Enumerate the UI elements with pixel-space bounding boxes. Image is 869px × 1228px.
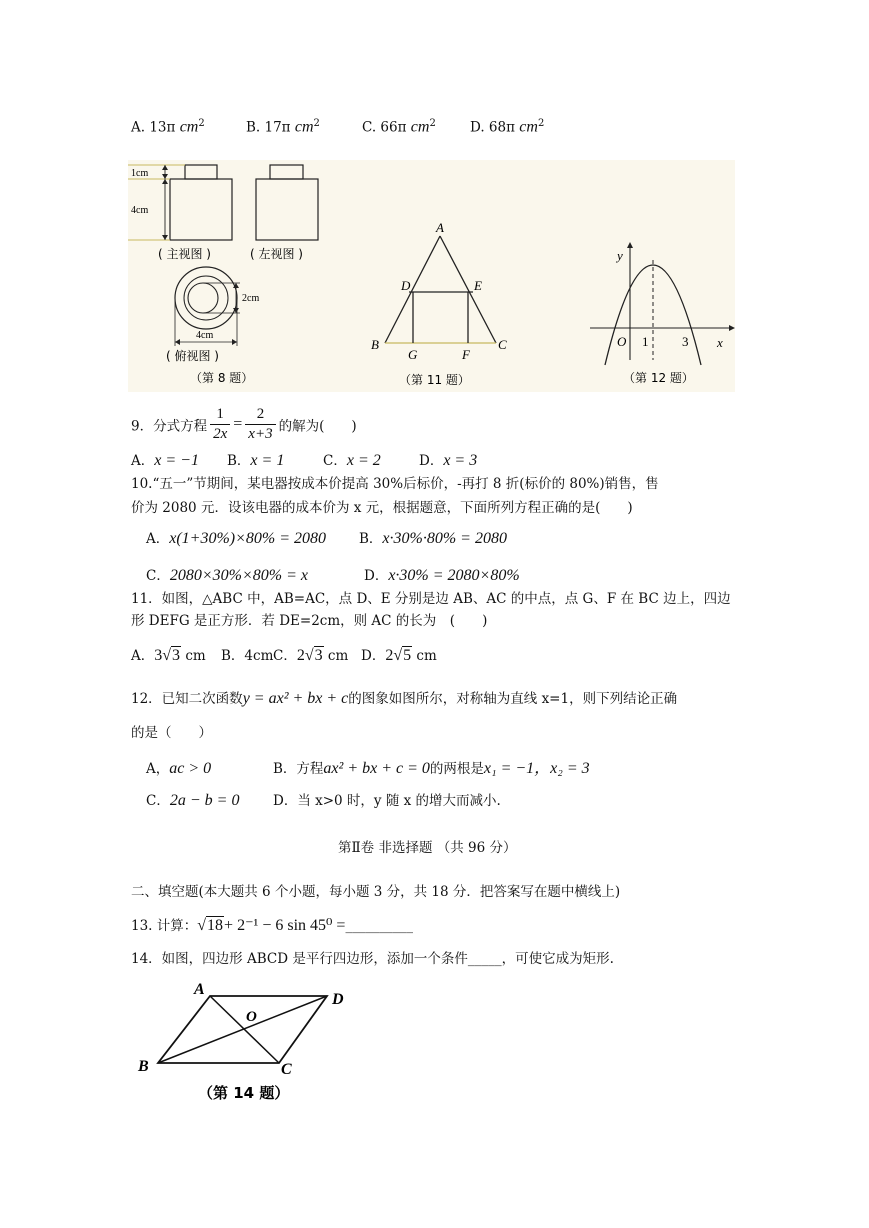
q10-options-ab: A．x(1+30%)×80% = 2080 B．x·30%·80% = 2080 — [146, 530, 507, 547]
fig11-label-e: E — [474, 278, 482, 293]
q11-line-2: 形 DEFG 是正方形．若 DE=2cm，则 AC 的长为 ( ) — [131, 613, 488, 629]
fig14-label-d: D — [332, 991, 344, 1008]
q11-line-1: 11．如图，△ABC 中，AB=AC，点 D、E 分别是边 AB、AC 的中点，点 G、F 在 BC 边上，四边 — [131, 591, 731, 607]
fig8-label-2cm: 2cm — [242, 293, 260, 304]
q12-stem: 12．已知二次函数y = ax² + bx + c的图象如图所尔，对称轴为直线 x=1，则下列结论正确 — [131, 690, 678, 707]
fig14-label-o: O — [246, 1009, 257, 1025]
q12-line-2: 的是（ ） — [131, 725, 212, 741]
q9-fraction-1: $\frac{1}{2x}$ — [210, 405, 230, 444]
q13: 13. 计算：√18+ 2⁻¹ − 6 sin 45⁰ =__________ — [131, 917, 413, 934]
fig12-label-y: y — [617, 248, 623, 263]
figure-12 — [585, 160, 735, 392]
q8-option-a: A. 13π $cm^2$ — [131, 118, 205, 136]
fig8-left-view: ( 左视图 ) — [250, 247, 303, 261]
q8-options — [131, 118, 544, 137]
fig8-caption: （第 8 题） — [190, 371, 254, 385]
q10-options-cd: C．2080×30%×80% = x D．x·30% = 2080×80% — [146, 567, 520, 584]
part-2-heading: 二、填空题(本大题共 6 个小题，每小题 3 分，共 18 分．把答案写在题中横线上) — [131, 884, 621, 900]
fig8-label-4cm-bottom: 4cm — [196, 330, 214, 341]
figure-8 — [128, 160, 363, 392]
fig11-label-b: B — [371, 337, 379, 352]
q10-line-1: 10.“五一”节期间，某电器按成本价提高 30%后标价，-再打 8 折(标价的 80%)销售，售 — [131, 476, 659, 492]
fig14-label-a: A — [194, 981, 205, 998]
figure-14 — [132, 978, 362, 1106]
fig8-top-view: ( 俯视图 ) — [166, 349, 219, 363]
q12-options-ab: A，ac > 0 B．方程ax² + bx + c = 0的两根是x₁ = −1，x₂ = 3 — [146, 760, 590, 777]
fig11-label-c: C — [498, 337, 507, 352]
q9-options: A．x = −1 B．x = 1 C．x = 2 D．x = 3 — [131, 452, 478, 469]
fig14-label-c: C — [281, 1061, 292, 1078]
fig12-label-o: O — [617, 334, 627, 349]
q10-line-2: 价为 2080 元．设该电器的成本价为 x 元，根据题意，下面所列方程正确的是( ) — [131, 500, 633, 516]
fig11-label-f: F — [462, 347, 470, 362]
fig8-front-view: ( 主视图 ) — [158, 247, 211, 261]
fig11-label-g: G — [408, 347, 418, 362]
q9-fraction-2: $\frac{2}{x+3}$ — [245, 405, 275, 444]
q12-options-cd: C．2a − b = 0 D．当 x>0 时，y 随 x 的增大而减小. — [146, 792, 501, 809]
figure-11 — [363, 160, 585, 392]
fig11-label-a: A — [436, 220, 444, 235]
section-2-title: 第Ⅱ卷 非选择题 （共 96 分） — [338, 840, 517, 856]
fig12-label-3: 3 — [682, 334, 689, 349]
fig11-label-d: D — [401, 278, 411, 293]
q8-option-c: C. 66π $cm^2$ — [362, 118, 436, 136]
q8-option-b: B. 17π $cm^2$ — [246, 118, 320, 136]
q11-options: A．3√3 cm B．4cmC．2√3 cm D．2√5 cm — [131, 647, 437, 664]
q8-option-d: D. 68π $cm^2$ — [470, 118, 545, 136]
fig8-label-4cm-side: 4cm — [131, 205, 149, 216]
fig12-label-x: x — [717, 335, 723, 350]
fig11-caption: （第 11 题） — [399, 373, 470, 387]
q9-stem: 9．分式方程 $\frac{1}{2x}$ = $\frac{2}{x+3}$ 的解为( ) — [131, 406, 357, 442]
fig12-label-1: 1 — [642, 334, 649, 349]
fig14-caption: （第 14 题） — [198, 1084, 290, 1102]
q14: 14．如图，四边形 ABCD 是平行四边形，添加一个条件_____，可使它成为矩形. — [131, 951, 614, 967]
fig12-caption: （第 12 题） — [623, 371, 694, 385]
fig14-label-b: B — [138, 1058, 149, 1075]
fig8-label-1cm: 1cm — [131, 168, 149, 179]
